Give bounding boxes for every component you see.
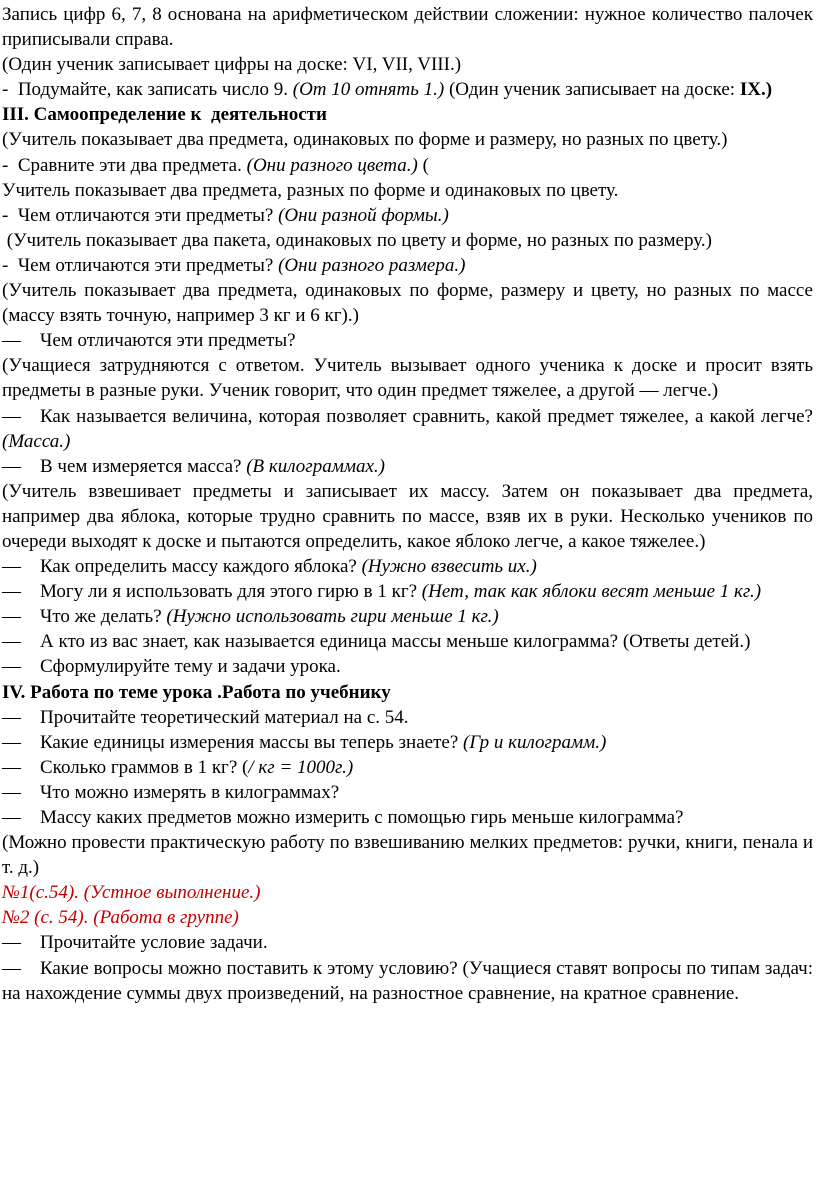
text-run: — Сколько граммов в 1 кг? ( <box>2 756 249 778</box>
text-run: — Чем отличаются эти предметы? <box>2 330 296 352</box>
text-run: — Какие вопросы можно поставить к этому условию? (Учащиеся ставят вопросы по типам задач: на нахождение суммы двух произведений, на разностное сравнение, на кратное сравнение. <box>2 957 813 1004</box>
text-run: (Нет, так как яблоки весят меньше 1 кг.) <box>421 581 762 603</box>
para-what-is-quantity <box>2 404 813 454</box>
text-run: — Массу каких предметов можно измерить с помощью гирь меньше килограмма? <box>2 807 684 828</box>
text-run: - Чем отличаются эти предметы? <box>2 254 279 276</box>
text-run: (Гр и килограмм.) <box>463 731 607 753</box>
text-run: / кг = 1000г.) <box>248 756 354 778</box>
para-compare-objects <box>2 153 813 178</box>
text-run: — Что же делать? <box>2 606 167 628</box>
para-read-condition <box>2 930 813 955</box>
text-run: ( <box>417 154 429 176</box>
para-what-to-do <box>2 604 813 629</box>
para-digit-notation <box>2 2 813 52</box>
text-run: (Учитель показывает два пакета, одинаковых по цвету и форме, но разных по размеру.) <box>2 229 712 251</box>
para-two-objects-color <box>2 127 813 152</box>
para-differ-size <box>2 253 813 278</box>
note-task-1 <box>2 880 813 905</box>
text-run: — Прочитайте теоретический материал на с. 54. <box>2 706 409 728</box>
text-run: (Нужно взвесить их.) <box>361 556 537 578</box>
para-practical-work <box>2 830 813 880</box>
para-read-theory <box>2 705 813 730</box>
text-run: IX.) <box>739 79 773 101</box>
para-measure-in-kg <box>2 780 813 805</box>
para-differ-question <box>2 328 813 353</box>
para-one-kg-weight <box>2 579 813 604</box>
text-run: — Что можно измерять в килограммах? <box>2 781 340 803</box>
para-number-nine <box>2 77 813 102</box>
para-objects-mass <box>2 278 813 328</box>
para-two-packages <box>2 228 813 253</box>
text-run: - Чем отличаются эти предметы? <box>2 204 279 226</box>
text-run: (Один ученик записывает на доске: <box>444 79 740 101</box>
text-run: (Они разного размера.) <box>278 254 466 276</box>
para-board-roman-numerals <box>2 52 813 77</box>
heading-section-3 <box>2 102 813 127</box>
para-mass-units <box>2 454 813 479</box>
text-run: - Сравните эти два предмета. <box>2 154 247 176</box>
text-run: — Могу ли я использовать для этого гирю в 1 кг? <box>2 581 422 603</box>
text-run: III. Самоопределение к деятельности <box>2 104 327 126</box>
text-run: — Какие единицы измерения массы вы теперь знаете? <box>2 731 464 753</box>
text-run: — Прочитайте условие задачи. <box>2 932 268 954</box>
text-run: — А кто из вас знает, как называется единица массы меньше килограмма? (Ответы детей.) <box>2 631 751 653</box>
text-run: — Как определить массу каждого яблока? <box>2 556 362 578</box>
text-run: (Учащиеся затрудняются с ответом. Учитель вызывает одного ученика к доске и просит взять предметы в разные руки. Ученик говорит, что один предмет тяжелее, а другой — легче.) <box>2 355 813 402</box>
para-units-known <box>2 730 813 755</box>
para-differ-shape <box>2 203 813 228</box>
text-run: IV. Работа по теме урока .Работа по учебнику <box>2 681 391 703</box>
red-text-run: №1(с.54). (Устное выполнение.) <box>2 882 261 904</box>
text-run: (Они разной формы.) <box>278 204 449 226</box>
para-teacher-weighs <box>2 479 813 554</box>
text-run: (Учитель показывает два предмета, одинаковых по форме и размеру, но разных по цвету.) <box>2 129 728 151</box>
para-smaller-unit <box>2 629 813 654</box>
para-objects-shape <box>2 178 813 203</box>
text-run: (Они разного цвета.) <box>246 154 418 176</box>
para-students-struggle <box>2 353 813 403</box>
para-questions-types <box>2 956 813 1006</box>
text-run: (Учитель взвешивает предметы и записывает их массу. Затем он показывает два предмета, например два яблока, которые трудно сравнить по массе, взяв их в руки. Несколько учеников по очереди выходят к доске и пытаются определить, какое яблоко легче, а какое тяжелее.) <box>2 480 813 552</box>
text-run: (Один ученик записывает цифры на доске: VI, VII, VIII.) <box>2 54 462 76</box>
para-grams-in-kg <box>2 755 813 780</box>
text-run: (В килограммах.) <box>246 455 385 477</box>
text-run: Запись цифр 6, 7, 8 основана на арифметическом действии сложении: нужное количество палочек приписывали справа. <box>2 4 813 51</box>
para-small-weights <box>2 805 813 830</box>
text-run: — Как называется величина, которая позволяет сравнить, какой предмет тяжелее, а какой легче? <box>2 405 813 427</box>
red-text-run: №2 (с. 54). (Работа в группе) <box>2 907 239 929</box>
text-run: — В чем измеряется масса? <box>2 455 247 477</box>
note-task-2 <box>2 905 813 930</box>
text-run: (Нужно использовать гири меньше 1 кг.) <box>166 606 499 628</box>
text-run: — Сформулируйте тему и задачи урока. <box>2 656 341 678</box>
text-run: - Подумайте, как записать число 9. <box>2 79 293 101</box>
para-how-determine-mass <box>2 554 813 579</box>
text-run: Учитель показывает два предмета, разных по форме и одинаковых по цвету. <box>2 179 619 201</box>
heading-section-4 <box>2 680 813 705</box>
text-run: (Масса.) <box>2 430 71 452</box>
text-run: (От 10 отнять 1.) <box>292 79 445 101</box>
text-run: (Учитель показывает два предмета, одинаковых по форме, размеру и цвету, но разных по массе (массу взять точную, например 3 кг и 6 кг).) <box>2 280 813 327</box>
para-formulate-topic <box>2 654 813 679</box>
text-run: (Можно провести практическую работу по взвешиванию мелких предметов: ручки, книги, пенала и т. д.) <box>2 832 813 879</box>
